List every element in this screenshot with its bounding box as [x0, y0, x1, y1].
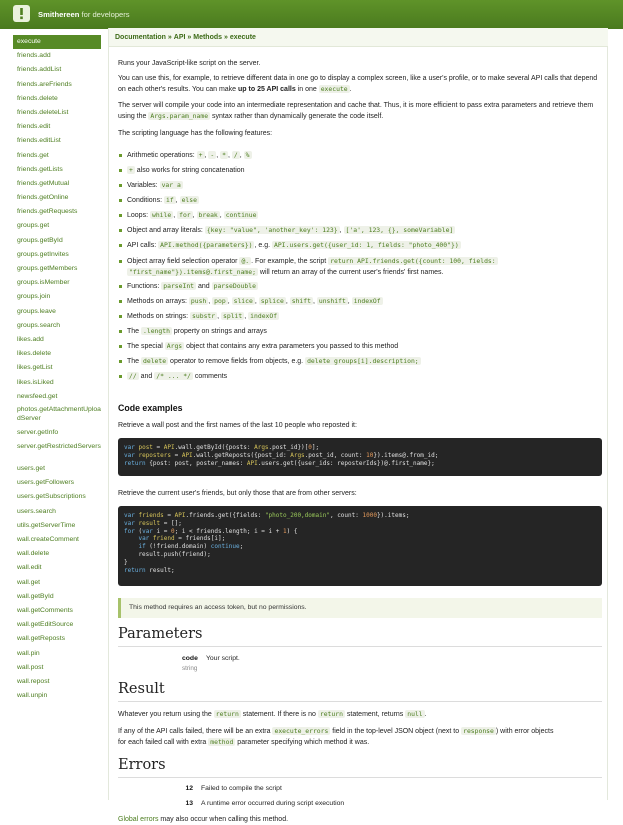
- feature-item: // and /* ... */ comments: [118, 371, 602, 382]
- sidebar-item-likes-delete[interactable]: likes.delete: [17, 350, 52, 358]
- sidebar-item-wall-delete[interactable]: wall.delete: [17, 550, 50, 558]
- divider: [118, 777, 602, 778]
- site-title[interactable]: Smithereen for developers: [38, 10, 130, 19]
- inline-code: substr: [192, 312, 216, 320]
- sidebar-item-wall-post[interactable]: wall.post: [17, 663, 44, 671]
- inline-code: parseDouble: [213, 282, 256, 290]
- inline-code: Args: [166, 342, 183, 350]
- feature-item: The delete operator to remove fields from objects, e.g. delete groups[i].description;: [118, 356, 602, 367]
- sidebar-item-users-get[interactable]: users.get: [17, 465, 45, 473]
- sidebar-item-newsfeed-get[interactable]: newsfeed.get: [17, 392, 58, 400]
- inline-code: return API.friends.get({count: 100, fields:: [330, 257, 496, 265]
- sidebar-item-groups-getbyid[interactable]: groups.getById: [17, 236, 63, 244]
- sidebar-item-groups-search[interactable]: groups.search: [17, 321, 61, 329]
- sidebar-item-wall-pin[interactable]: wall.pin: [17, 649, 40, 657]
- inline-code: /: [233, 151, 238, 159]
- feature-item: Object and array literals: {key: "value", 'another_key': 123} , ['a', 123, {}, someVariable]: [118, 225, 602, 236]
- inline-code: delete groups[i].description;: [307, 357, 419, 365]
- sidebar-item-groups-get[interactable]: groups.get: [17, 222, 50, 230]
- breadcrumb-api[interactable]: API: [173, 34, 186, 41]
- sidebar-item-groups-getmembers[interactable]: groups.getMembers: [17, 265, 78, 272]
- error-code: 12: [185, 785, 193, 792]
- inline-code: splice: [260, 297, 284, 305]
- feature-item: Variables: var a: [118, 180, 602, 191]
- sidebar-item-wall-createcomment[interactable]: wall.createComment: [17, 536, 79, 543]
- inline-code: +: [129, 166, 133, 174]
- feature-item: + also works for string concatenation: [118, 165, 602, 176]
- feature-item: The .length property on strings and arrays: [118, 326, 602, 337]
- param-type: string: [182, 665, 198, 672]
- code-block-example-1[interactable]: var post = API.wall.getById({posts: Args.post_id})[0]; var reposters = API.wall.getReposts({post_id: Args.post_id, count: 10}).items@.from_id; return {post: post, poster_names: API.users.get({user_ids: reposterIds})@.first_name};: [118, 438, 602, 476]
- sidebar-item-wall-unpin[interactable]: wall.unpin: [17, 692, 48, 700]
- inline-code: indexOf: [250, 312, 278, 320]
- inline-code: indexOf: [353, 297, 381, 305]
- sidebar-nav: [13, 35, 101, 703]
- sidebar-item-friends-add[interactable]: friends.add: [17, 52, 51, 60]
- sidebar-item-wall-geteditsource[interactable]: wall.getEditSource: [17, 621, 74, 629]
- sidebar-item-groups-leave[interactable]: groups.leave: [17, 307, 56, 315]
- result-paragraph: If any of the API calls failed, there will be an extra execute_errors field in the top-level JSON object (next to response ) with error objects for each failed call with extra method parameter specifying which method it was.: [118, 727, 554, 746]
- sidebar-item-friends-addlist[interactable]: friends.addList: [17, 66, 62, 74]
- sidebar-item-server-getinfo[interactable]: server.getInfo: [17, 428, 59, 436]
- sidebar-item-friends-edit[interactable]: friends.edit: [17, 123, 51, 131]
- feature-item: The special Args object that contains any extra parameters you passed to this method: [118, 341, 602, 352]
- sidebar-item-friends-deletelist[interactable]: friends.deleteList: [17, 108, 69, 116]
- sidebar-item-execute[interactable]: execute: [13, 35, 101, 49]
- intro-paragraph: Runs your JavaScript-like script on the server.: [118, 60, 261, 67]
- parameters-heading: Parameters: [118, 626, 203, 642]
- sidebar-item-friends-getonline[interactable]: friends.getOnline: [17, 194, 69, 202]
- sidebar-item-friends-get[interactable]: friends.get: [17, 151, 49, 159]
- inline-code: *: [222, 151, 227, 159]
- sidebar-item-friends-getmutual[interactable]: friends.getMutual: [17, 179, 70, 187]
- inline-code: @.: [241, 257, 250, 265]
- feature-item: Object array field selection operator @. . For example, the script return API.friends.get({count: 100, fields: "first_name"}).items@.first_name; will return an array of the current user's friends' first names.: [118, 256, 602, 278]
- sidebar-item-wall-getreposts[interactable]: wall.getReposts: [17, 635, 65, 643]
- inline-code: API.method({parameters}): [160, 241, 253, 249]
- inline-code: var a: [161, 181, 181, 189]
- param-description: Your script.: [206, 655, 240, 662]
- exclamation-icon[interactable]: [13, 5, 30, 22]
- top-header: [0, 0, 623, 29]
- feature-item: Arithmetic operations: + , - , * , / , %: [118, 150, 602, 161]
- param-name: code: [182, 655, 198, 662]
- sidebar-item-groups-join[interactable]: groups.join: [17, 293, 51, 301]
- sidebar-item-server-getrestrictedservers[interactable]: server.getRestrictedServers: [17, 442, 101, 450]
- intro-paragraph: You can use this, for example, to retrieve different data in one go to display a complex screen, like a user's profile, or to make several API calls that depend on each other's results. You can make up to 25 API calls in one execute .: [118, 75, 598, 93]
- breadcrumb-methods[interactable]: Methods: [193, 34, 223, 41]
- sidebar-item-photos-getattachmentuploadserver[interactable]: photos.getAttachmentUploadServer: [17, 406, 101, 423]
- inline-code: parseInt: [163, 282, 195, 290]
- inline-code: {key: "value", 'another_key': 123}: [206, 226, 338, 234]
- inline-code: API.users.get({user_id: 1, fields: "photo_400"}): [273, 241, 459, 249]
- errors-heading: Errors: [118, 757, 166, 773]
- sidebar-item-utils-getservertime[interactable]: utils.getServerTime: [17, 521, 76, 529]
- inline-code: pop: [214, 297, 226, 305]
- inline-code: push: [190, 297, 207, 305]
- sidebar-item-friends-getlists[interactable]: friends.getLists: [17, 165, 63, 173]
- breadcrumb-separator: »: [167, 34, 172, 41]
- example-description: Retrieve the current user's friends, but only those that are from other servers:: [118, 490, 357, 497]
- result-heading: Result: [118, 681, 165, 697]
- sidebar-item-users-getsubscriptions[interactable]: users.getSubscriptions: [17, 493, 86, 501]
- main-content: [108, 28, 608, 823]
- inline-code: //: [129, 372, 137, 380]
- breadcrumb-current: execute: [229, 34, 256, 41]
- error-description: Failed to compile the script: [201, 785, 282, 792]
- breadcrumb: [109, 28, 608, 47]
- sidebar-item-friends-getrequests[interactable]: friends.getRequests: [17, 208, 78, 216]
- inline-code: -: [210, 151, 215, 159]
- inline-code: break: [198, 211, 218, 219]
- sidebar-item-friends-editlist[interactable]: friends.editList: [17, 137, 61, 145]
- sidebar-item-friends-delete[interactable]: friends.delete: [17, 94, 58, 102]
- sidebar-item-friends-arefriends[interactable]: friends.areFriends: [17, 80, 72, 88]
- code-examples-heading: Code examples: [118, 403, 183, 413]
- inline-code: "first_name"}).items@.first_name;: [129, 268, 256, 276]
- breadcrumb-separator: »: [187, 34, 192, 41]
- sidebar-item-likes-add[interactable]: likes.add: [17, 335, 44, 343]
- inline-code: if: [165, 196, 174, 204]
- inline-code: slice: [233, 297, 253, 305]
- code-block-example-2[interactable]: var friends = API.friends.get({fields: "photo_200,domain", count: 1000}).items; var result = []; for (var i = 0; i < friends.length; i = i + 1) { var friend = friends[i]; if (!friend.domain) continue; result.push(friend); } return result;: [118, 506, 602, 586]
- intro-paragraph: The scripting language has the following features:: [118, 130, 273, 137]
- inline-code: shift: [291, 297, 311, 305]
- inline-code: for: [179, 211, 191, 219]
- sidebar-item-groups-ismember[interactable]: groups.isMember: [17, 279, 70, 287]
- permissions-notice: This method requires an access token, but no permissions.: [118, 598, 602, 618]
- inline-code: while: [151, 211, 172, 219]
- feature-item: Functions: parseInt and parseDouble: [118, 281, 602, 292]
- sidebar-item-users-getfollowers[interactable]: users.getFollowers: [17, 479, 75, 487]
- inline-code: continue: [225, 211, 257, 219]
- global-errors-link[interactable]: Global errors: [118, 816, 159, 823]
- inline-code: delete: [143, 357, 167, 365]
- result-paragraph: Whatever you return using the return statement. If there is no return statement, returns null .: [118, 710, 427, 718]
- sidebar-item-wall-getbyid[interactable]: wall.getById: [17, 592, 54, 600]
- inline-code: else: [181, 196, 197, 204]
- error-code: 13: [185, 800, 193, 807]
- sidebar-item-wall-getcomments[interactable]: wall.getComments: [17, 606, 73, 614]
- inline-code: /* ... */: [156, 372, 191, 380]
- feature-item: Loops: while , for , break , continue: [118, 210, 602, 221]
- error-description: A runtime error occurred during script execution: [201, 800, 345, 807]
- inline-code: %: [245, 151, 250, 159]
- inline-code: unshift: [318, 297, 346, 305]
- sidebar-item-wall-repost[interactable]: wall.repost: [17, 677, 50, 685]
- intro-paragraph: The server will compile your code into an intermediate representation and cache that. Thus, it is more efficient to pass extra parameters and retrieve them using the Args.param_name syntax rather than dynamically generate the code itself.: [118, 102, 594, 120]
- breadcrumb-documentation[interactable]: Documentation: [115, 34, 166, 41]
- example-description: Retrieve a wall post and the first names of the last 10 people who reposted it:: [118, 422, 357, 429]
- breadcrumb-separator: »: [223, 34, 228, 41]
- global-errors-note: Global errors may also occur when calling this method.: [118, 816, 289, 823]
- sidebar-item-likes-getlist[interactable]: likes.getList: [17, 364, 53, 372]
- sidebar-item-wall-edit[interactable]: wall.edit: [17, 564, 42, 572]
- inline-code: +: [198, 151, 203, 159]
- divider: [118, 646, 602, 647]
- sidebar-item-wall-get[interactable]: wall.get: [17, 578, 41, 586]
- inline-code: .length: [143, 327, 170, 335]
- divider: [118, 701, 602, 702]
- sidebar-item-groups-getinvites[interactable]: groups.getInvites: [17, 250, 69, 258]
- inline-code: split: [223, 312, 243, 320]
- feature-item: Methods on strings: substr , split , indexOf: [118, 311, 602, 322]
- inline-code: ['a', 123, {}, someVariable]: [345, 226, 454, 234]
- feature-item: Methods on arrays: push , pop , slice , splice , shift , unshift , indexOf: [118, 296, 602, 307]
- sidebar-item-users-search[interactable]: users.search: [17, 507, 56, 515]
- feature-item: API calls: API.method({parameters}) , e.g. API.users.get({user_id: 1, fields: "photo_400"}): [118, 240, 602, 251]
- feature-item: Conditions: if , else: [118, 195, 602, 206]
- sidebar-item-likes-isliked[interactable]: likes.isLiked: [17, 378, 54, 386]
